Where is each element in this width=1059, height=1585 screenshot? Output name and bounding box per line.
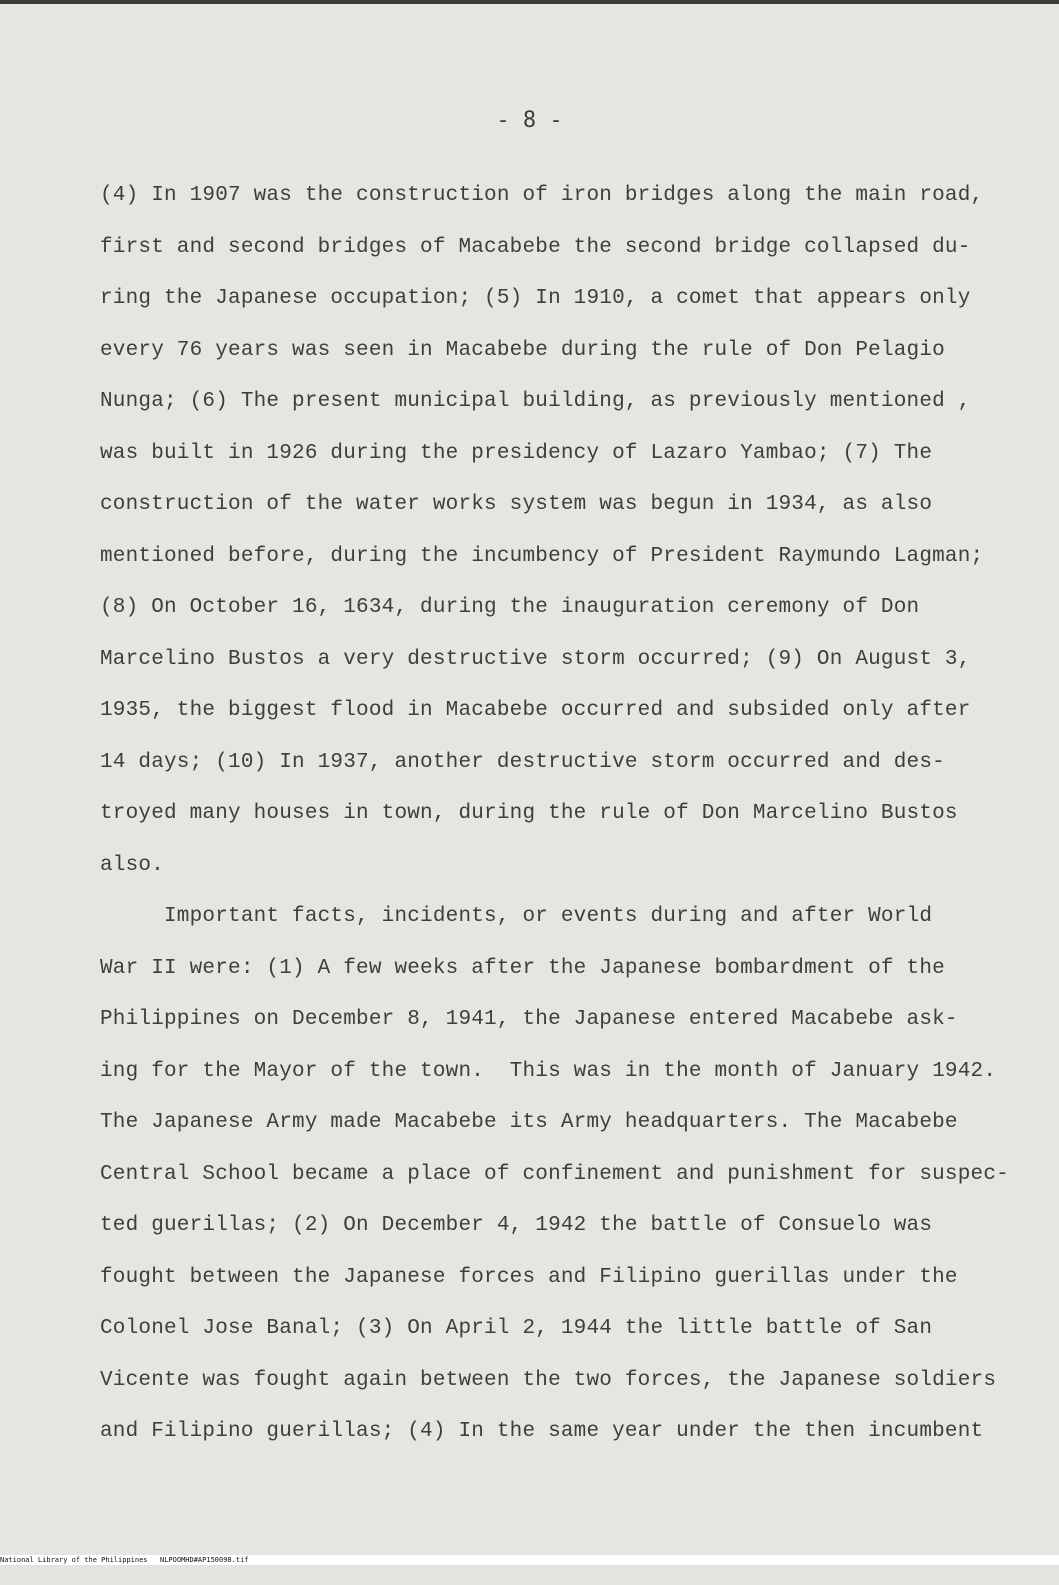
text-line: Philippines on December 8, 1941, the Japanese entered Macabebe ask-	[100, 1008, 958, 1031]
scan-top-edge	[0, 0, 1059, 4]
page-number: - 8 -	[496, 108, 563, 133]
text-line: was built in 1926 during the presidency of Lazaro Yambao; (7) The	[100, 442, 933, 465]
text-line: Nunga; (6) The present municipal building, as previously mentioned ,	[100, 390, 971, 413]
text-line: 14 days; (10) In 1937, another destructive storm occurred and des-	[100, 751, 945, 774]
text-line: ted guerillas; (2) On December 4, 1942 the battle of Consuelo was	[100, 1214, 933, 1237]
text-line: (8) On October 16, 1634, during the inauguration ceremony of Don	[100, 596, 920, 619]
text-line: Central School became a place of confinement and punishment for suspec-	[100, 1163, 1009, 1186]
footer-file-name: NLPOOMHD#AP150098.tif	[160, 1556, 249, 1564]
text-line: troyed many houses in town, during the rule of Don Marcelino Bustos	[100, 802, 958, 825]
text-line: (4) In 1907 was the construction of iron bridges along the main road,	[100, 184, 984, 207]
text-line: every 76 years was seen in Macabebe during the rule of Don Pelagio	[100, 339, 945, 362]
text-line: mentioned before, during the incumbency of President Raymundo Lagman;	[100, 545, 984, 568]
text-line: also.	[100, 854, 165, 877]
text-line: fought between the Japanese forces and Filipino guerillas under the	[100, 1266, 958, 1289]
text-line: The Japanese Army made Macabebe its Army headquarters. The Macabebe	[100, 1111, 958, 1134]
text-line: and Filipino guerillas; (4) In the same year under the then incumbent	[100, 1420, 984, 1443]
text-line: ing for the Mayor of the town. This was in the month of January 1942.	[100, 1060, 997, 1083]
footer-source-label: National Library of the Philippines	[0, 1556, 148, 1564]
text-line: Marcelino Bustos a very destructive storm occurred; (9) On August 3,	[100, 648, 971, 671]
text-line: 1935, the biggest flood in Macabebe occurred and subsided only after	[100, 699, 971, 722]
text-line: War II were: (1) A few weeks after the Japanese bombardment of the	[100, 957, 945, 980]
text-line: ring the Japanese occupation; (5) In 1910, a comet that appears only	[100, 287, 971, 310]
text-line: first and second bridges of Macabebe the second bridge collapsed du-	[100, 236, 971, 259]
text-line: Vicente was fought again between the two forces, the Japanese soldiers	[100, 1369, 997, 1392]
text-line: Colonel Jose Banal; (3) On April 2, 1944 the little battle of San	[100, 1317, 933, 1340]
scan-footer	[0, 1555, 1059, 1565]
text-line: construction of the water works system was begun in 1934, as also	[100, 493, 933, 516]
text-line: Important facts, incidents, or events during and after World	[100, 905, 933, 928]
